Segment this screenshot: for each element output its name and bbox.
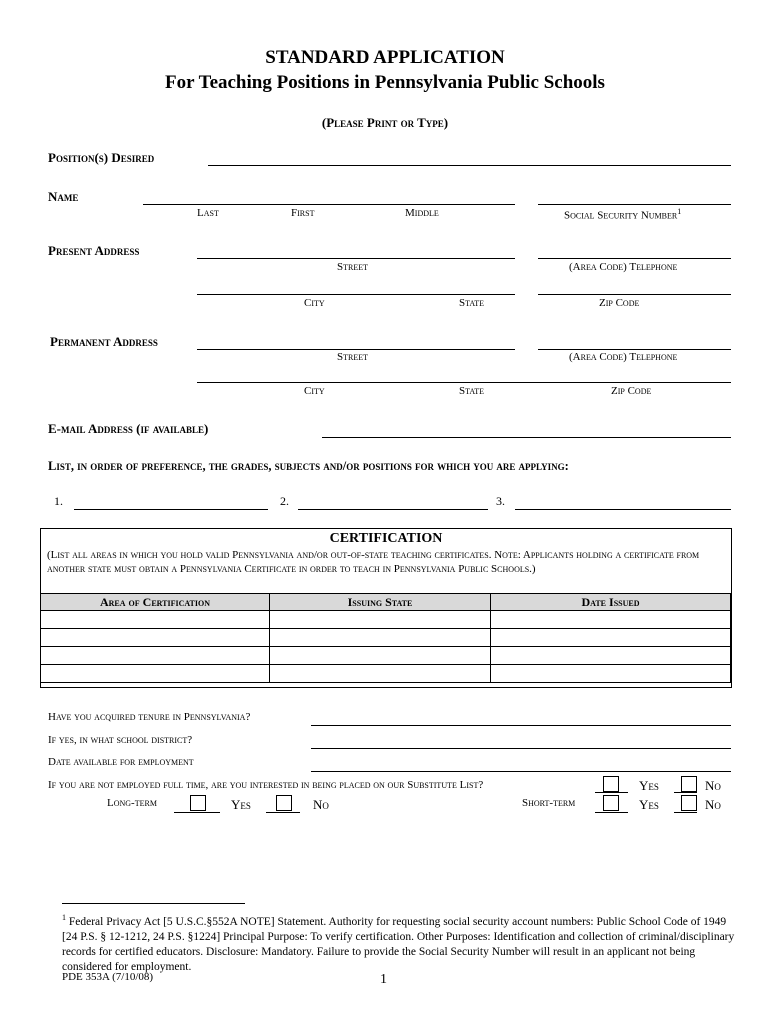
form-title: STANDARD APPLICATION (265, 47, 505, 68)
permanent-city-state-zip-field[interactable] (197, 382, 731, 383)
substitute-question: If you are not employed full time, are you interested in being placed on our Substitute List? (48, 779, 484, 791)
short-term-label: Short-term (522, 797, 576, 809)
permanent-telephone-field[interactable] (538, 349, 731, 350)
positions-desired-label: Position(s) Desired (48, 150, 155, 165)
preference-label: List, in order of preference, the grades, subjects and/or positions for which you are applying: (48, 459, 569, 473)
cert-cell[interactable] (270, 629, 491, 647)
permanent-address-label: Permanent Address (50, 334, 158, 349)
col-area-of-certification: Area of Certification (41, 594, 270, 611)
form-id: PDE 353A (7/10/08) (62, 971, 154, 983)
positions-desired-field[interactable] (208, 165, 731, 166)
permanent-telephone-caption: (Area Code) Telephone (569, 351, 678, 363)
substitute-yes-label: Yes (639, 778, 659, 793)
preference-number-2: 2. (280, 494, 289, 508)
underline (174, 812, 220, 813)
present-street-field[interactable] (197, 258, 515, 259)
present-telephone-field[interactable] (538, 258, 731, 259)
present-zip-caption: Zip Code (599, 297, 640, 309)
present-state-caption: State (459, 297, 485, 309)
long-term-yes-label: Yes (231, 797, 251, 812)
form-subtitle: For Teaching Positions in Pennsylvania Public Schools (165, 72, 605, 93)
col-issuing-state: Issuing State (270, 594, 491, 611)
cert-cell[interactable] (270, 665, 491, 683)
table-row (41, 665, 731, 683)
present-city-state-field[interactable] (197, 294, 515, 295)
ssn-footnote-mark: 1 (677, 207, 682, 216)
long-term-yes-checkbox[interactable] (190, 795, 206, 811)
permanent-street-caption: Street (337, 351, 369, 363)
substitute-no-checkbox[interactable] (681, 776, 697, 792)
last-name-caption: Last (197, 207, 219, 219)
certification-note: (List all areas in which you hold valid Pennsylvania and/or out-of-state teaching certificates. Note: Applicants holding a certificate from another state must obtain a Pennsylvania Certificate in order to teach in Pennsylvania Public Schools.) (47, 549, 700, 575)
cert-cell[interactable] (41, 665, 270, 683)
middle-name-caption: Middle (405, 207, 439, 219)
preference-field-3[interactable] (515, 509, 731, 510)
permanent-street-field[interactable] (197, 349, 515, 350)
table-row (41, 629, 731, 647)
email-label: E-mail Address (if available) (48, 421, 209, 436)
privacy-footnote (62, 910, 737, 975)
permanent-zip-caption: Zip Code (611, 385, 652, 397)
cert-cell[interactable] (270, 611, 491, 629)
cert-cell[interactable] (491, 647, 731, 665)
first-name-caption: First (291, 207, 315, 219)
cert-cell[interactable] (491, 611, 731, 629)
footnote-text: Federal Privacy Act [5 U.S.C.§552A NOTE] Statement. Authority for requesting social security account numbers: Public School Code of 1949 [24 P.S. § 12-1212, 24 P.S. §1224] Principal Purpose: To verify certification. Other Purposes: Identification and collection of criminal/disciplinary records for certified educators. Disclosure: Mandatory. Failure to provide the Social Security Number will result in an applicant not being considered for employment. (62, 915, 735, 973)
permanent-state-caption: State (459, 385, 485, 397)
table-row (41, 647, 731, 665)
tenure-field[interactable] (311, 725, 731, 726)
table-row (41, 611, 731, 629)
underline (266, 812, 300, 813)
preference-number-1: 1. (54, 494, 63, 508)
cert-cell[interactable] (41, 629, 270, 647)
name-label: Name (48, 189, 79, 204)
underline (674, 812, 697, 813)
ssn-field[interactable] (538, 204, 731, 205)
substitute-yes-checkbox[interactable] (603, 776, 619, 792)
underline (595, 792, 628, 793)
district-question: If yes, in what school district? (48, 734, 193, 746)
present-address-label: Present Address (48, 243, 140, 258)
long-term-no-checkbox[interactable] (276, 795, 292, 811)
present-telephone-caption: (Area Code) Telephone (569, 261, 678, 273)
present-city-caption: City (304, 297, 325, 309)
name-field[interactable] (143, 204, 515, 205)
preference-number-3: 3. (496, 494, 505, 508)
cert-cell[interactable] (41, 611, 270, 629)
long-term-label: Long-term (107, 797, 157, 809)
preference-field-1[interactable] (74, 509, 268, 510)
ssn-caption: Social Security Number$^1$ (564, 207, 682, 222)
print-instruction: (Please Print or Type) (321, 115, 449, 130)
underline (674, 792, 697, 793)
present-zip-field[interactable] (538, 294, 731, 295)
cert-cell[interactable] (41, 647, 270, 665)
short-term-no-checkbox[interactable] (681, 795, 697, 811)
long-term-no-label: No (313, 797, 329, 812)
email-field[interactable] (322, 437, 731, 438)
present-street-caption: Street (337, 261, 369, 273)
tenure-question: Have you acquired tenure in Pennsylvania? (48, 711, 251, 723)
underline (595, 812, 628, 813)
footnote-mark: 1 (62, 913, 66, 922)
cert-cell[interactable] (491, 665, 731, 683)
cert-cell[interactable] (270, 647, 491, 665)
page-number: 1 (380, 972, 387, 987)
certification-title: CERTIFICATION (329, 531, 443, 546)
certification-table (40, 593, 731, 683)
col-date-issued: Date Issued (491, 594, 731, 611)
date-available-question: Date available for employment (48, 756, 194, 768)
date-available-field[interactable] (311, 771, 731, 772)
cert-cell[interactable] (491, 629, 731, 647)
district-field[interactable] (311, 748, 731, 749)
short-term-yes-checkbox[interactable] (603, 795, 619, 811)
permanent-city-caption: City (304, 385, 325, 397)
preference-field-2[interactable] (298, 509, 488, 510)
substitute-no-label: No (705, 778, 721, 793)
footnote-separator (62, 903, 245, 904)
short-term-yes-label: Yes (639, 797, 659, 812)
short-term-no-label: No (705, 797, 721, 812)
